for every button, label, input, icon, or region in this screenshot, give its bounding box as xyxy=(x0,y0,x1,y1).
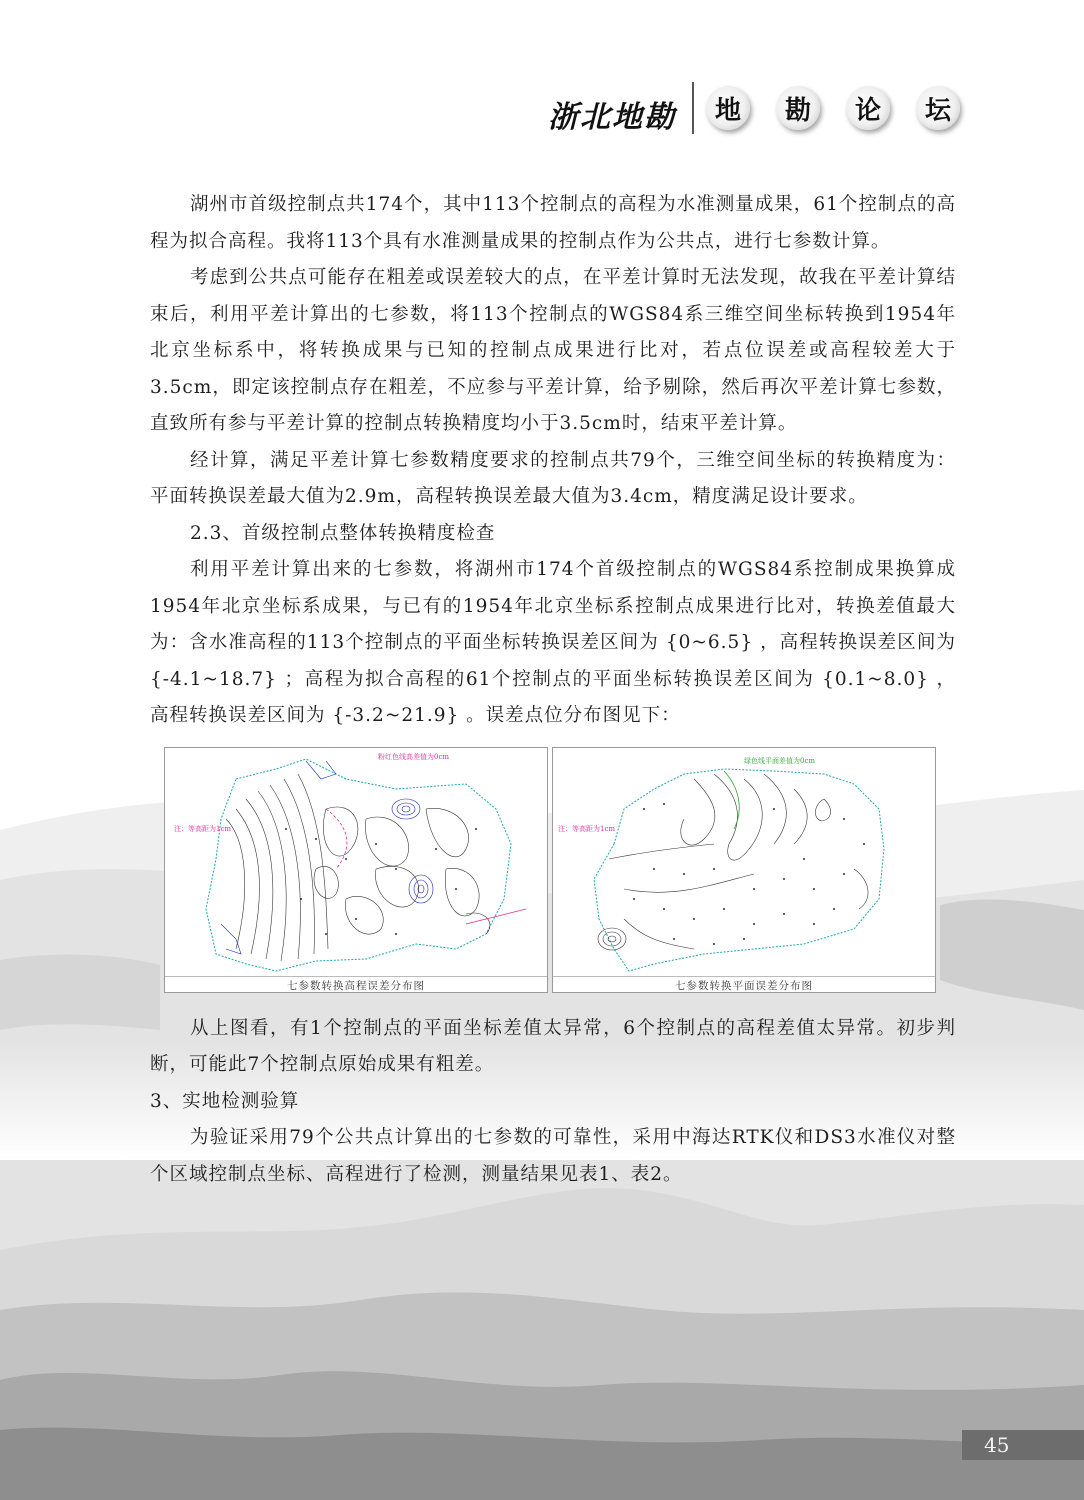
left-note: 注：等高距为1cm xyxy=(558,824,616,833)
section-char: 勘 xyxy=(776,86,820,130)
paragraph: 为验证采用79个公共点计算出的七参数的可靠性，采用中海达RTK仪和DS3水准仪对整个区域控制点坐标、高程进行了检测，测量结果见表1、表2。 xyxy=(150,1127,956,1185)
elevation-error-map xyxy=(164,747,548,993)
section-heading: 3、实地检测验算 xyxy=(150,1090,300,1112)
caption-separator xyxy=(165,976,547,977)
section-char: 坛 xyxy=(916,86,960,130)
paragraph: 从上图看，有1个控制点的平面坐标差值太异常，6个控制点的高程差值太异常。初步判断，可能此7个控制点原始成果有粗差。 xyxy=(150,1017,956,1075)
page-header xyxy=(0,70,1084,160)
section-char: 论 xyxy=(846,86,890,130)
paragraph: 湖州市首级控制点共174个，其中113个控制点的高程为水准测量成果，61个控制点的高程为拟合高程。我将113个具有水准测量成果的控制点作为公共点，进行七参数计算。 xyxy=(150,194,956,252)
top-note: 绿色线平面差值为0cm xyxy=(744,756,816,765)
caption-separator xyxy=(553,976,935,977)
magazine-title: 浙北地勘 xyxy=(548,100,676,135)
figure-row xyxy=(150,747,956,997)
left-note: 注：等高距为1cm xyxy=(174,824,232,833)
section-title xyxy=(706,86,960,130)
section-char: 地 xyxy=(706,86,750,130)
top-note: 粉红色线高差值为0cm xyxy=(378,752,450,761)
header-divider xyxy=(692,82,694,134)
elevation-contour-plot xyxy=(166,749,546,975)
paragraph: 利用平差计算出来的七参数，将湖州市174个首级控制点的WGS84系控制成果换算成1954年北京坐标系成果，与已有的1954年北京坐标系控制点成果进行比对，转换差值最大为：含水准高程的113个控制点的平面坐标转换误差区间为 {0~6.5} ，高程转换误差区间为 {-4.1~18.7} ；高程为拟合高程的61个控制点的平面坐标转换误差区间为 {0.1~8.0} ，高程转换误差区间为 {-3.2~21.9} 。误差点位分布图见下： xyxy=(150,559,956,726)
section-heading: 2.3、首级控制点整体转换精度检查 xyxy=(190,522,496,544)
paragraph: 考虑到公共点可能存在粗差或误差较大的点，在平差计算时无法发现，故我在平差计算结束后，利用平差计算出的七参数，将113个控制点的WGS84系三维空间坐标转换到1954年北京坐标系中，将转换成果与已知的控制点成果进行比对，若点位误差或高程较差大于3.5cm，即定该控制点存在粗差，不应参与平差计算，给予剔除，然后再次平差计算七参数，直致所有参与平差计算的控制点转换精度均小于3.5cm时，结束平差计算。 xyxy=(150,267,956,434)
paragraph: 经计算，满足平差计算七参数精度要求的控制点共79个，三维空间坐标的转换精度为：平面转换误差最大值为2.9m，高程转换误差最大值为3.4cm，精度满足设计要求。 xyxy=(150,449,956,507)
figure-caption: 七参数转换平面误差分布图 xyxy=(675,979,813,992)
figure-caption: 七参数转换高程误差分布图 xyxy=(287,979,425,992)
page-number: 45 xyxy=(962,1430,1084,1460)
plane-contour-plot xyxy=(554,749,934,975)
article-body xyxy=(150,187,956,1193)
plane-error-map xyxy=(552,747,936,993)
